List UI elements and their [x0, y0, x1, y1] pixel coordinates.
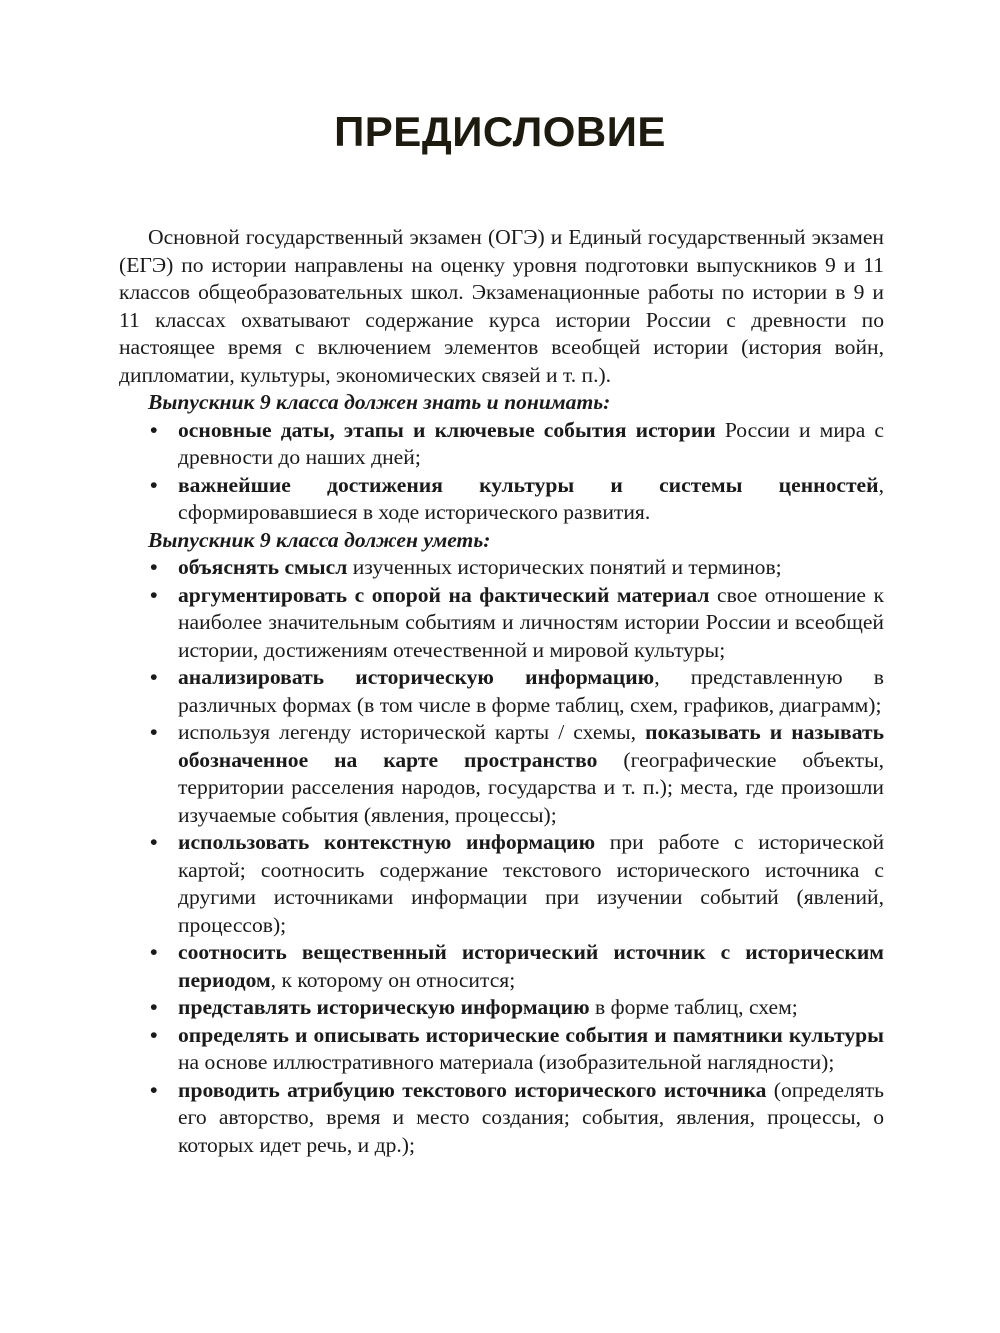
bullet-icon: • — [150, 472, 158, 497]
list-item — [119, 994, 884, 1022]
item-text: на основе иллюстративного материала (изобразительной наглядности); — [178, 1050, 835, 1074]
list-item — [119, 829, 884, 939]
bullet-icon: • — [150, 417, 158, 442]
bullet-icon: • — [150, 582, 158, 607]
item-bold-text: проводить атрибуцию текстового исторического источника — [178, 1077, 767, 1102]
list-item — [119, 417, 884, 472]
list-item — [119, 1022, 884, 1077]
item-text: свое отношение к наиболее значительным событиям и личностям истории России и всеобщей истории, достижениям отечественной и мировой культуры; — [178, 582, 884, 662]
item-bold-text: аргументировать с опорой на фактический материал — [178, 582, 710, 607]
item-bold-text: объяснять смысл — [178, 555, 348, 579]
item-bold-text: важнейшие достижения культуры и системы ценностей — [178, 472, 879, 497]
bullet-icon: • — [150, 720, 158, 744]
item-bold-text: анализировать историческую информацию — [178, 665, 655, 689]
item-bold-text: основные даты, этапы и ключевые события истории — [178, 417, 716, 442]
section-heading-know: Выпускник 9 класса должен знать и понимать: — [148, 390, 611, 414]
item-text: , представленную в различных формах (в том числе в форме таблиц, схем, графиков, диаграмм); — [178, 665, 884, 717]
item-text: при работе с исторической картой; соотносить содержание текстового исторического источника с другими источниками информации при изучении событий (явлений, процессов); — [178, 830, 884, 937]
bullet-icon: • — [150, 555, 158, 579]
item-bold-text: определять и описывать исторические события и памятники культуры — [178, 1022, 884, 1047]
item-text: (географические объекты, территории расселения народов, государства и т. п.); места, где произошли изучаемые события (явления, процессы); — [178, 747, 884, 827]
item-text: , сформировавшиеся в ходе исторического развития. — [178, 472, 884, 524]
bullet-icon: • — [150, 940, 158, 964]
item-text: России и мира с древности до наших дней; — [178, 417, 884, 469]
list-item — [119, 719, 884, 829]
page-body — [119, 224, 884, 1159]
bullet-icon: • — [150, 995, 158, 1019]
list-item — [119, 472, 884, 527]
list-item — [119, 939, 884, 994]
item-bold-text: использовать контекстную информацию — [178, 830, 596, 854]
bullet-icon: • — [150, 665, 158, 689]
list-item — [119, 554, 884, 582]
list-item — [119, 1077, 884, 1160]
skills-list — [119, 554, 884, 1159]
item-bold-text: представлять историческую информацию — [178, 995, 590, 1019]
intro-paragraph: Основной государственный экзамен (ОГЭ) и Единый государственный экзамен (ЕГЭ) по истории направлены на оценку уровня подготовки выпускников 9 и 11 классов общеобразовательных школ. Экзаменационные работы по истории в 9 и 11 классах охватывают содержание курса истории России с древности по настоящее время с включением элементов всеобщей истории (история войн, дипломатии, культуры, экономических связей и т. п.). — [119, 225, 884, 387]
item-bold-text: соотносить вещественный исторический источник с историческим периодом — [178, 940, 884, 992]
knowledge-list — [119, 417, 884, 527]
item-text: изученных исторических понятий и терминов; — [347, 555, 782, 579]
item-lead-text: используя легенду исторической карты / схемы, — [178, 720, 646, 744]
item-bold-text: показывать и называть обозначенное на карте пространство — [178, 720, 884, 772]
bullet-icon: • — [150, 1077, 158, 1102]
section-heading-skills: Выпускник 9 класса должен уметь: — [148, 527, 491, 552]
item-text: в форме таблиц, схем; — [589, 995, 798, 1019]
list-item — [119, 582, 884, 665]
bullet-icon: • — [150, 1022, 158, 1047]
bullet-icon: • — [150, 830, 158, 854]
item-text: (определять его авторство, время и место создания; события, явления, процессы, о которых идет речь, и др.); — [178, 1077, 884, 1157]
list-item — [119, 664, 884, 719]
page-title: ПРЕДИСЛОВИЕ — [334, 108, 666, 155]
item-text: , к которому он относится; — [270, 967, 516, 992]
